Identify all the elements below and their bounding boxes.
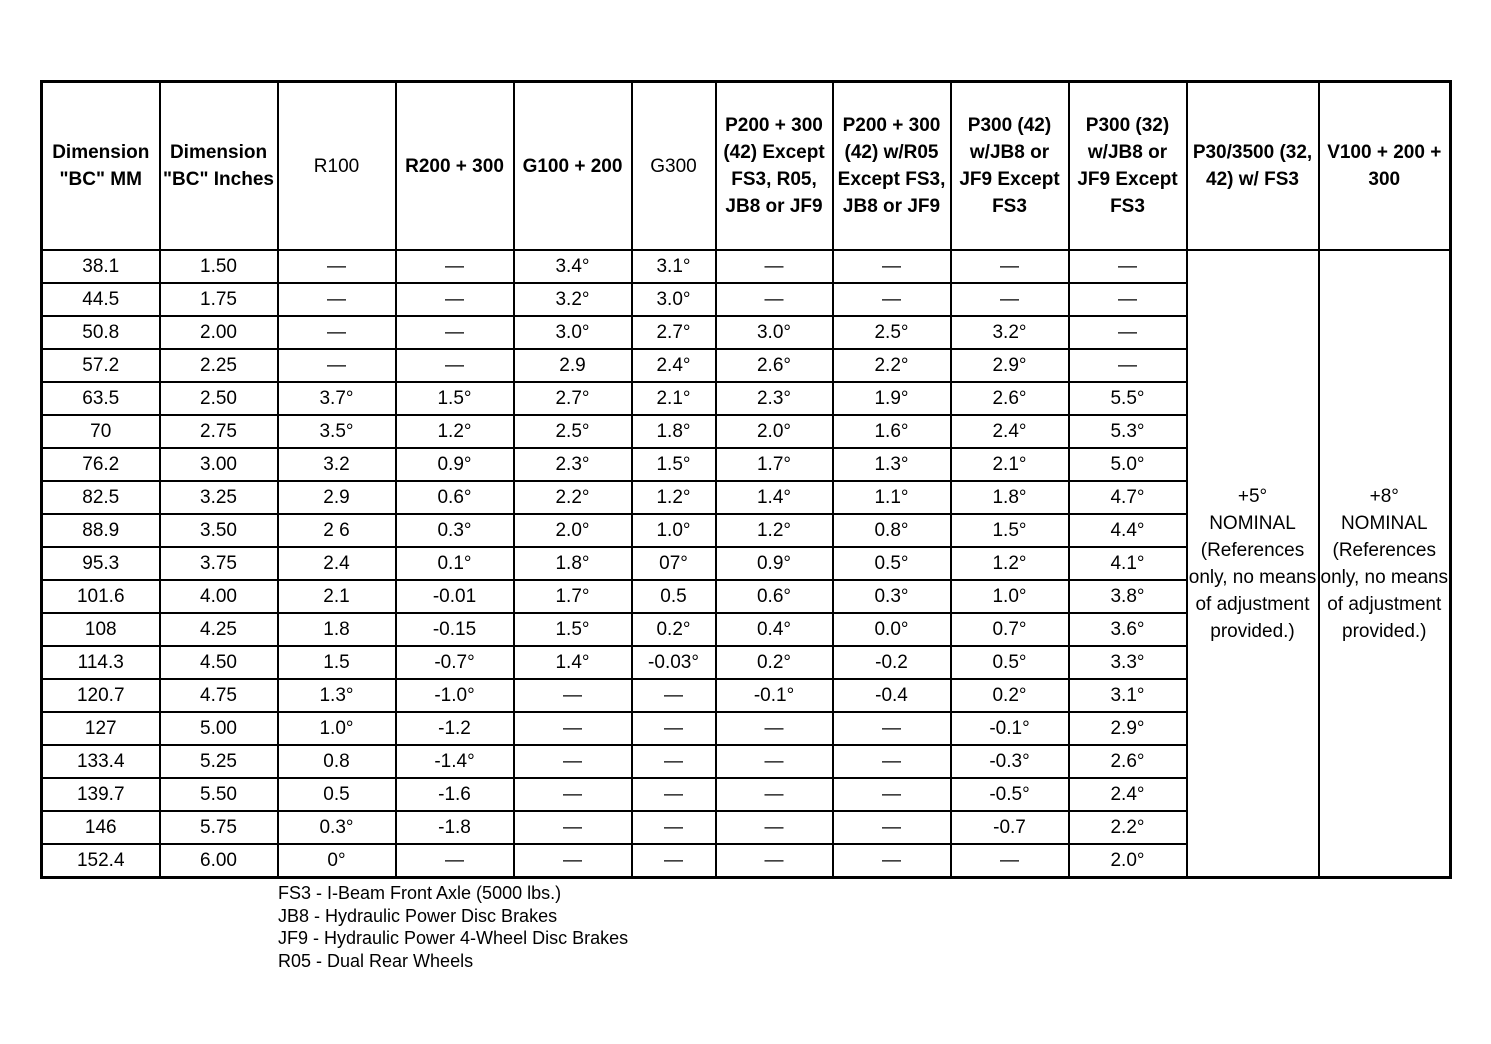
table-cell: 3.1° [632,250,716,283]
table-cell: 5.5° [1069,382,1187,415]
table-cell: 114.3 [42,646,160,679]
nominal-cell-p30 [1187,250,1319,878]
nominal-label: NOMINAL [1209,512,1296,534]
table-cell: — [833,250,951,283]
table-cell: 146 [42,811,160,844]
header-row [42,82,1451,251]
table-cell: 0.5 [632,580,716,613]
column-header-p200-300-42-r05: P200 + 300 (42) w/R05 Except FS3, JB8 or JF9 [833,82,951,251]
table-cell: 3.3° [1069,646,1187,679]
table-cell: — [514,811,632,844]
table-cell: — [1069,283,1187,316]
table-cell: 3.2 [278,448,396,481]
legend-item-fs3: FS3 - I-Beam Front Axle (5000 lbs.) [278,883,562,903]
table-cell: — [716,844,833,878]
table-cell: 5.0° [1069,448,1187,481]
table-cell: 0.5 [278,778,396,811]
table-cell: — [951,283,1069,316]
table-cell: 70 [42,415,160,448]
table-cell: — [833,283,951,316]
table-cell: 2.0° [1069,844,1187,878]
table-cell: 2.9 [514,349,632,382]
table-cell: 44.5 [42,283,160,316]
table-cell: 2.0° [716,415,833,448]
table-cell: 1.2° [716,514,833,547]
table-cell: 88.9 [42,514,160,547]
table-cell: 2.6° [716,349,833,382]
table-cell: — [833,844,951,878]
table-body [42,250,1451,878]
table-cell: 0.5° [951,646,1069,679]
table-cell: — [396,283,514,316]
table-cell: 0.1° [396,547,514,580]
table-cell: -0.01 [396,580,514,613]
table-cell: 1.5 [278,646,396,679]
table-cell: 3.25 [160,481,278,514]
table-cell: 76.2 [42,448,160,481]
table-cell: 3.1° [1069,679,1187,712]
legend-item-jb8: JB8 - Hydraulic Power Disc Brakes [278,905,558,926]
table-cell: — [1069,316,1187,349]
table-cell: 63.5 [42,382,160,415]
table-cell: — [951,844,1069,878]
table-cell: — [278,250,396,283]
table-cell: 1.7° [716,448,833,481]
table-cell: 0.2° [716,646,833,679]
column-header-g100-200: G100 + 200 [514,82,632,251]
table-cell: -0.3° [951,745,1069,778]
table-cell: 2.75 [160,415,278,448]
table-cell: 5.3° [1069,415,1187,448]
table-cell: 0.4° [716,613,833,646]
nominal-note: (References only, no means of adjustment provided.) [1320,539,1448,642]
table-cell: 95.3 [42,547,160,580]
table-cell: 4.4° [1069,514,1187,547]
table-cell: 5.25 [160,745,278,778]
table-cell: 3.0° [716,316,833,349]
table-cell: — [833,778,951,811]
table-cell: 2.00 [160,316,278,349]
table-cell: 1.7° [514,580,632,613]
table-cell: 2.6° [951,382,1069,415]
table-cell: 2.5° [833,316,951,349]
table-cell: — [716,811,833,844]
table-cell: — [716,250,833,283]
table-row [42,250,1451,283]
table-cell: 2.2° [833,349,951,382]
table-cell: 5.50 [160,778,278,811]
table-cell: 2.4 [278,547,396,580]
table-cell: — [514,745,632,778]
table-cell: — [716,745,833,778]
table-cell: 0.0° [833,613,951,646]
table-cell: 5.00 [160,712,278,745]
table-cell: — [632,712,716,745]
table-cell: 3.75 [160,547,278,580]
table-cell: — [396,250,514,283]
table-cell: -0.7 [951,811,1069,844]
table-cell: 0.8° [833,514,951,547]
column-header-p300-32: P300 (32) w/JB8 or JF9 Except FS3 [1069,82,1187,251]
table-cell: 152.4 [42,844,160,878]
table-cell: 3.0° [632,283,716,316]
table-cell: 3.8° [1069,580,1187,613]
table-cell: — [951,250,1069,283]
nominal-value: +5° [1237,485,1268,507]
table-cell: 3.5° [278,415,396,448]
table-cell: 0.3° [278,811,396,844]
nominal-cell-v100 [1319,250,1451,878]
table-cell: 4.50 [160,646,278,679]
table-cell: 4.75 [160,679,278,712]
table-cell: 3.4° [514,250,632,283]
table-cell: 2 6 [278,514,396,547]
table-cell: 57.2 [42,349,160,382]
table-cell: 2.5° [514,415,632,448]
table-cell: 07° [632,547,716,580]
table-cell: -1.4° [396,745,514,778]
table-cell: -0.1° [716,679,833,712]
table-cell: 1.5° [632,448,716,481]
table-cell: -1.6 [396,778,514,811]
table-cell: 1.6° [833,415,951,448]
nominal-note: (References only, no means of adjustment provided.) [1188,539,1317,642]
table-cell: — [514,778,632,811]
table-cell: 6.00 [160,844,278,878]
column-header-v100: V100 + 200 + 300 [1319,82,1451,251]
table-cell: 2.7° [514,382,632,415]
table-cell: — [396,349,514,382]
table-cell: -0.03° [632,646,716,679]
table-cell: -0.15 [396,613,514,646]
table-cell: 2.6° [1069,745,1187,778]
table-cell: 2.9° [1069,712,1187,745]
table-cell: 2.4° [632,349,716,382]
table-cell: 1.4° [716,481,833,514]
table-cell: — [632,778,716,811]
table-cell: 1.5° [514,613,632,646]
table-cell: 1.2° [951,547,1069,580]
table-cell: 139.7 [42,778,160,811]
table-cell: 1.8° [632,415,716,448]
table-cell: 3.7° [278,382,396,415]
table-cell: 0.3° [833,580,951,613]
legend-item-jf9: JF9 - Hydraulic Power 4-Wheel Disc Brakes [278,928,629,948]
column-header-p300-42: P300 (42) w/JB8 or JF9 Except FS3 [951,82,1069,251]
table-cell: 0.9° [396,448,514,481]
table-cell: 0.2° [632,613,716,646]
table-cell: 3.2° [951,316,1069,349]
table-cell: 2.9 [278,481,396,514]
table-cell: — [716,778,833,811]
table-cell: 2.1° [951,448,1069,481]
table-cell: 1.50 [160,250,278,283]
table-cell: — [396,844,514,878]
table-cell: 0.8 [278,745,396,778]
table-cell: 2.25 [160,349,278,382]
column-header-p30-3500: P30/3500 (32, 42) w/ FS3 [1187,82,1319,251]
table-cell: 127 [42,712,160,745]
table-cell: 0.2° [951,679,1069,712]
table-cell: 2.4° [951,415,1069,448]
table-cell: 1.4° [514,646,632,679]
column-header-p200-300-42: P200 + 300 (42) Except FS3, R05, JB8 or JF9 [716,82,833,251]
table-cell: 101.6 [42,580,160,613]
table-cell: 1.0° [951,580,1069,613]
caster-spec-table [40,80,1452,879]
column-header-g300: G300 [632,82,716,251]
table-cell: 4.00 [160,580,278,613]
table-cell: 2.0° [514,514,632,547]
table-cell: — [278,316,396,349]
table-cell: -0.4 [833,679,951,712]
table-cell: — [632,745,716,778]
table-cell: 1.2° [396,415,514,448]
table-cell: — [833,745,951,778]
table-cell: 3.50 [160,514,278,547]
table-cell: — [514,844,632,878]
table-cell: — [278,283,396,316]
table-cell: 0.7° [951,613,1069,646]
table-cell: 5.75 [160,811,278,844]
table-cell: — [514,679,632,712]
table-cell: — [716,712,833,745]
table-cell: -1.8 [396,811,514,844]
table-cell: 108 [42,613,160,646]
table-cell: -1.2 [396,712,514,745]
table-cell: 1.3° [833,448,951,481]
table-cell: — [632,844,716,878]
table-cell: -0.2 [833,646,951,679]
table-cell: — [278,349,396,382]
table-cell: 0.6° [716,580,833,613]
column-header-dimension-inches: Dimension "BC" Inches [160,82,278,251]
table-cell: 2.4° [1069,778,1187,811]
table-cell: 0.3° [396,514,514,547]
table-cell: 3.6° [1069,613,1187,646]
table-cell: 3.2° [514,283,632,316]
column-header-dimension-mm: Dimension "BC" MM [42,82,160,251]
table-cell: 120.7 [42,679,160,712]
table-cell: -0.5° [951,778,1069,811]
table-cell: — [833,811,951,844]
table-cell: 82.5 [42,481,160,514]
table-cell: 1.8° [514,547,632,580]
table-cell: 1.8 [278,613,396,646]
table-cell: 2.1 [278,580,396,613]
table-cell: 4.1° [1069,547,1187,580]
table-cell: 0.9° [716,547,833,580]
table-cell: — [833,712,951,745]
table-cell: 0.6° [396,481,514,514]
table-cell: — [514,712,632,745]
table-cell: 2.3° [514,448,632,481]
legend [278,882,628,972]
table-cell: — [396,316,514,349]
table-cell: — [1069,349,1187,382]
table-cell: 1.5° [951,514,1069,547]
table-cell: -0.1° [951,712,1069,745]
table-cell: 1.2° [632,481,716,514]
table-cell: -1.0° [396,679,514,712]
table-cell: 1.9° [833,382,951,415]
table-cell: 2.9° [951,349,1069,382]
table-cell: 3.0° [514,316,632,349]
table-cell: — [716,283,833,316]
legend-item-r05: R05 - Dual Rear Wheels [278,950,474,971]
table-cell: 1.75 [160,283,278,316]
table-cell: 0° [278,844,396,878]
table-cell: 1.0° [278,712,396,745]
table-cell: 1.1° [833,481,951,514]
table-cell: 2.2° [1069,811,1187,844]
nominal-label: NOMINAL [1340,512,1428,534]
table-cell: 2.50 [160,382,278,415]
table-cell: 1.3° [278,679,396,712]
nominal-value: +8° [1369,485,1399,507]
table-cell: 0.5° [833,547,951,580]
table-cell: 4.7° [1069,481,1187,514]
table-cell: 2.2° [514,481,632,514]
table-cell: 2.1° [632,382,716,415]
table-cell: 38.1 [42,250,160,283]
table-cell: 1.0° [632,514,716,547]
table-cell: 50.8 [42,316,160,349]
table-cell: 4.25 [160,613,278,646]
table-cell: 1.8° [951,481,1069,514]
table-cell: — [1069,250,1187,283]
table-cell: -0.7° [396,646,514,679]
table-cell: — [632,679,716,712]
table-cell: 3.00 [160,448,278,481]
table-cell: 2.7° [632,316,716,349]
table-cell: 133.4 [42,745,160,778]
table-cell: — [632,811,716,844]
column-header-r100: R100 [278,82,396,251]
table-cell: 1.5° [396,382,514,415]
table-cell: 2.3° [716,382,833,415]
column-header-r200-300: R200 + 300 [396,82,514,251]
